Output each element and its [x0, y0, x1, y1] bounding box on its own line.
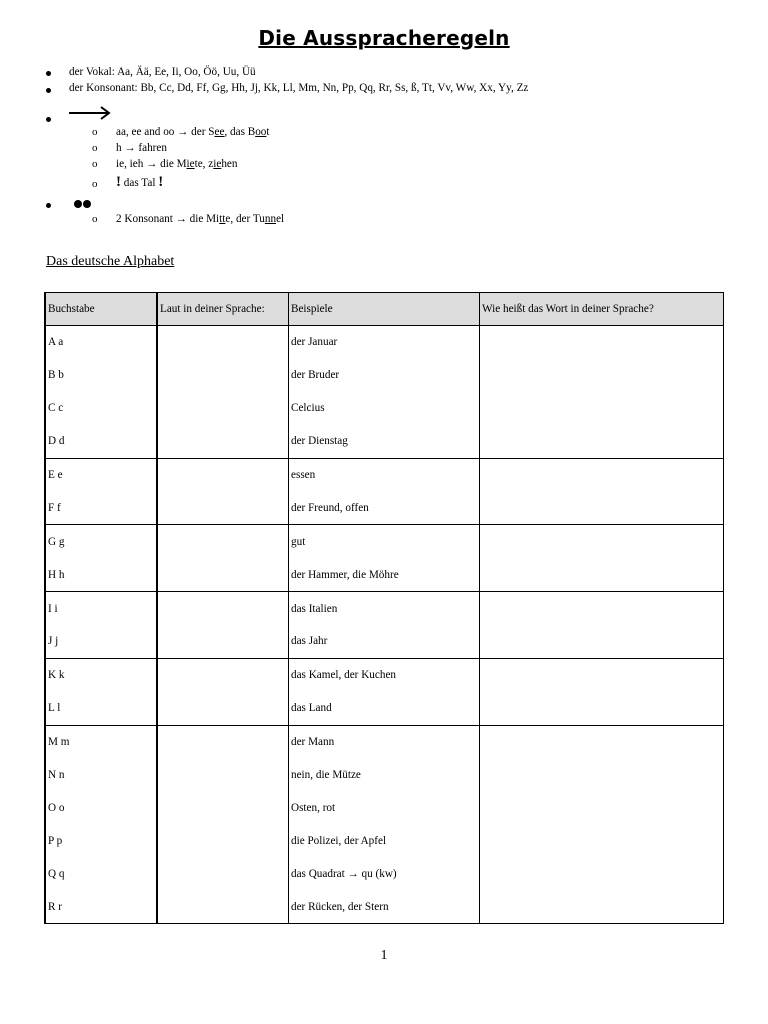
translation-cell[interactable]	[480, 392, 724, 425]
table-row	[45, 857, 724, 890]
letter-cell: J j	[45, 625, 157, 658]
bullet-dot	[46, 117, 51, 122]
table-row	[45, 759, 724, 792]
translation-cell[interactable]	[480, 692, 724, 725]
laut-cell[interactable]	[157, 824, 289, 857]
table-row	[45, 425, 724, 458]
sub-bullet-icon: o	[92, 158, 98, 170]
header-laut: Laut in deiner Sprache:	[157, 293, 289, 326]
table-row	[45, 725, 724, 758]
translation-cell[interactable]	[480, 759, 724, 792]
page-title: Die Ausspracheregeln	[258, 26, 510, 50]
section-heading: Das deutsche Alphabet	[46, 254, 175, 269]
header-beispiele: Beispiele	[289, 293, 480, 326]
laut-cell[interactable]	[157, 491, 289, 524]
table-row	[45, 890, 724, 923]
table-row	[45, 359, 724, 392]
letter-cell: R r	[45, 890, 157, 923]
bullet-dot	[46, 88, 51, 93]
translation-cell[interactable]	[480, 491, 724, 524]
example-cell: das Jahr	[289, 625, 480, 658]
translation-cell[interactable]	[480, 425, 724, 458]
long-rule-1: aa, ee and oo → der See, das Boot	[116, 126, 270, 138]
laut-cell[interactable]	[157, 692, 289, 725]
translation-cell[interactable]	[480, 890, 724, 923]
header-uebersetzung: Wie heißt das Wort in deiner Sprache?	[480, 293, 724, 326]
table-row	[45, 592, 724, 625]
translation-cell[interactable]	[480, 558, 724, 591]
letter-cell: Q q	[45, 857, 157, 890]
bullet-dot	[46, 203, 51, 208]
example-cell: der Januar	[289, 326, 480, 359]
laut-cell[interactable]	[157, 658, 289, 691]
bullet-dot	[46, 71, 51, 76]
laut-cell[interactable]	[157, 725, 289, 758]
table-row	[45, 392, 724, 425]
translation-cell[interactable]	[480, 592, 724, 625]
long-rule-3: ie, ieh → die Miete, ziehen	[116, 158, 238, 170]
letter-cell: L l	[45, 692, 157, 725]
translation-cell[interactable]	[480, 458, 724, 491]
example-cell: der Dienstag	[289, 425, 480, 458]
long-rule-2: h → fahren	[116, 142, 167, 154]
example-cell: der Bruder	[289, 359, 480, 392]
example-cell: das Italien	[289, 592, 480, 625]
laut-cell[interactable]	[157, 425, 289, 458]
example-cell: das Land	[289, 692, 480, 725]
example-cell: der Hammer, die Möhre	[289, 558, 480, 591]
example-cell: das Kamel, der Kuchen	[289, 658, 480, 691]
letter-cell: K k	[45, 658, 157, 691]
table-row	[45, 824, 724, 857]
example-cell: gut	[289, 525, 480, 558]
konsonant-line: der Konsonant: Bb, Cc, Dd, Ff, Gg, Hh, Jj, Kk, Ll, Mm, Nn, Pp, Qq, Rr, Ss, ß, Tt, Vv, Ww, Xx, Yy, Zz	[69, 82, 529, 94]
translation-cell[interactable]	[480, 359, 724, 392]
translation-cell[interactable]	[480, 625, 724, 658]
laut-cell[interactable]	[157, 392, 289, 425]
translation-cell[interactable]	[480, 791, 724, 824]
letter-cell: M m	[45, 725, 157, 758]
letter-cell: B b	[45, 359, 157, 392]
table-row	[45, 692, 724, 725]
letter-cell: A a	[45, 326, 157, 359]
laut-cell[interactable]	[157, 359, 289, 392]
vokal-line: der Vokal: Aa, Ää, Ee, Ii, Oo, Öö, Uu, Üü	[69, 66, 256, 78]
letter-cell: D d	[45, 425, 157, 458]
laut-cell[interactable]	[157, 326, 289, 359]
example-cell: der Rücken, der Stern	[289, 890, 480, 923]
table-header-row	[45, 293, 724, 326]
laut-cell[interactable]	[157, 890, 289, 923]
short-rule-1: 2 Konsonant → die Mitte, der Tunnel	[116, 213, 285, 225]
example-cell: Osten, rot	[289, 791, 480, 824]
letter-cell: E e	[45, 458, 157, 491]
table-row	[45, 658, 724, 691]
laut-cell[interactable]	[157, 458, 289, 491]
example-cell: die Polizei, der Apfel	[289, 824, 480, 857]
sub-bullet-icon: o	[92, 213, 98, 225]
letter-cell: I i	[45, 592, 157, 625]
letter-cell: H h	[45, 558, 157, 591]
table-row	[45, 791, 724, 824]
long-arrow-icon	[68, 106, 112, 120]
table-row	[45, 625, 724, 658]
letter-cell: P p	[45, 824, 157, 857]
letter-cell: G g	[45, 525, 157, 558]
translation-cell[interactable]	[480, 824, 724, 857]
sub-bullet-icon: o	[92, 178, 98, 190]
header-buchstabe: Buchstabe	[45, 293, 157, 326]
letter-cell: N n	[45, 759, 157, 792]
translation-cell[interactable]	[480, 525, 724, 558]
letter-cell: O o	[45, 791, 157, 824]
sub-bullet-icon: o	[92, 126, 98, 138]
alphabet-table	[44, 292, 724, 924]
letter-cell: F f	[45, 491, 157, 524]
sub-bullet-icon: o	[92, 142, 98, 154]
table-row	[45, 558, 724, 591]
laut-cell[interactable]	[157, 791, 289, 824]
laut-cell[interactable]	[157, 558, 289, 591]
laut-cell[interactable]	[157, 857, 289, 890]
laut-cell[interactable]	[157, 525, 289, 558]
table-row	[45, 491, 724, 524]
example-cell: nein, die Mütze	[289, 759, 480, 792]
translation-cell[interactable]	[480, 658, 724, 691]
laut-cell[interactable]	[157, 592, 289, 625]
translation-cell[interactable]	[480, 326, 724, 359]
example-cell: Celcius	[289, 392, 480, 425]
table-row	[45, 326, 724, 359]
table-row	[45, 525, 724, 558]
short-vowel-dots-icon	[74, 195, 92, 213]
laut-cell[interactable]	[157, 759, 289, 792]
translation-cell[interactable]	[480, 725, 724, 758]
example-cell: essen	[289, 458, 480, 491]
example-cell: der Mann	[289, 725, 480, 758]
long-rule-4: ! das Tal !	[116, 174, 164, 190]
page-number: 1	[380, 948, 388, 963]
table-row	[45, 458, 724, 491]
translation-cell[interactable]	[480, 857, 724, 890]
example-cell: das Quadrat → qu (kw)	[289, 857, 480, 890]
letter-cell: C c	[45, 392, 157, 425]
laut-cell[interactable]	[157, 625, 289, 658]
example-cell: der Freund, offen	[289, 491, 480, 524]
